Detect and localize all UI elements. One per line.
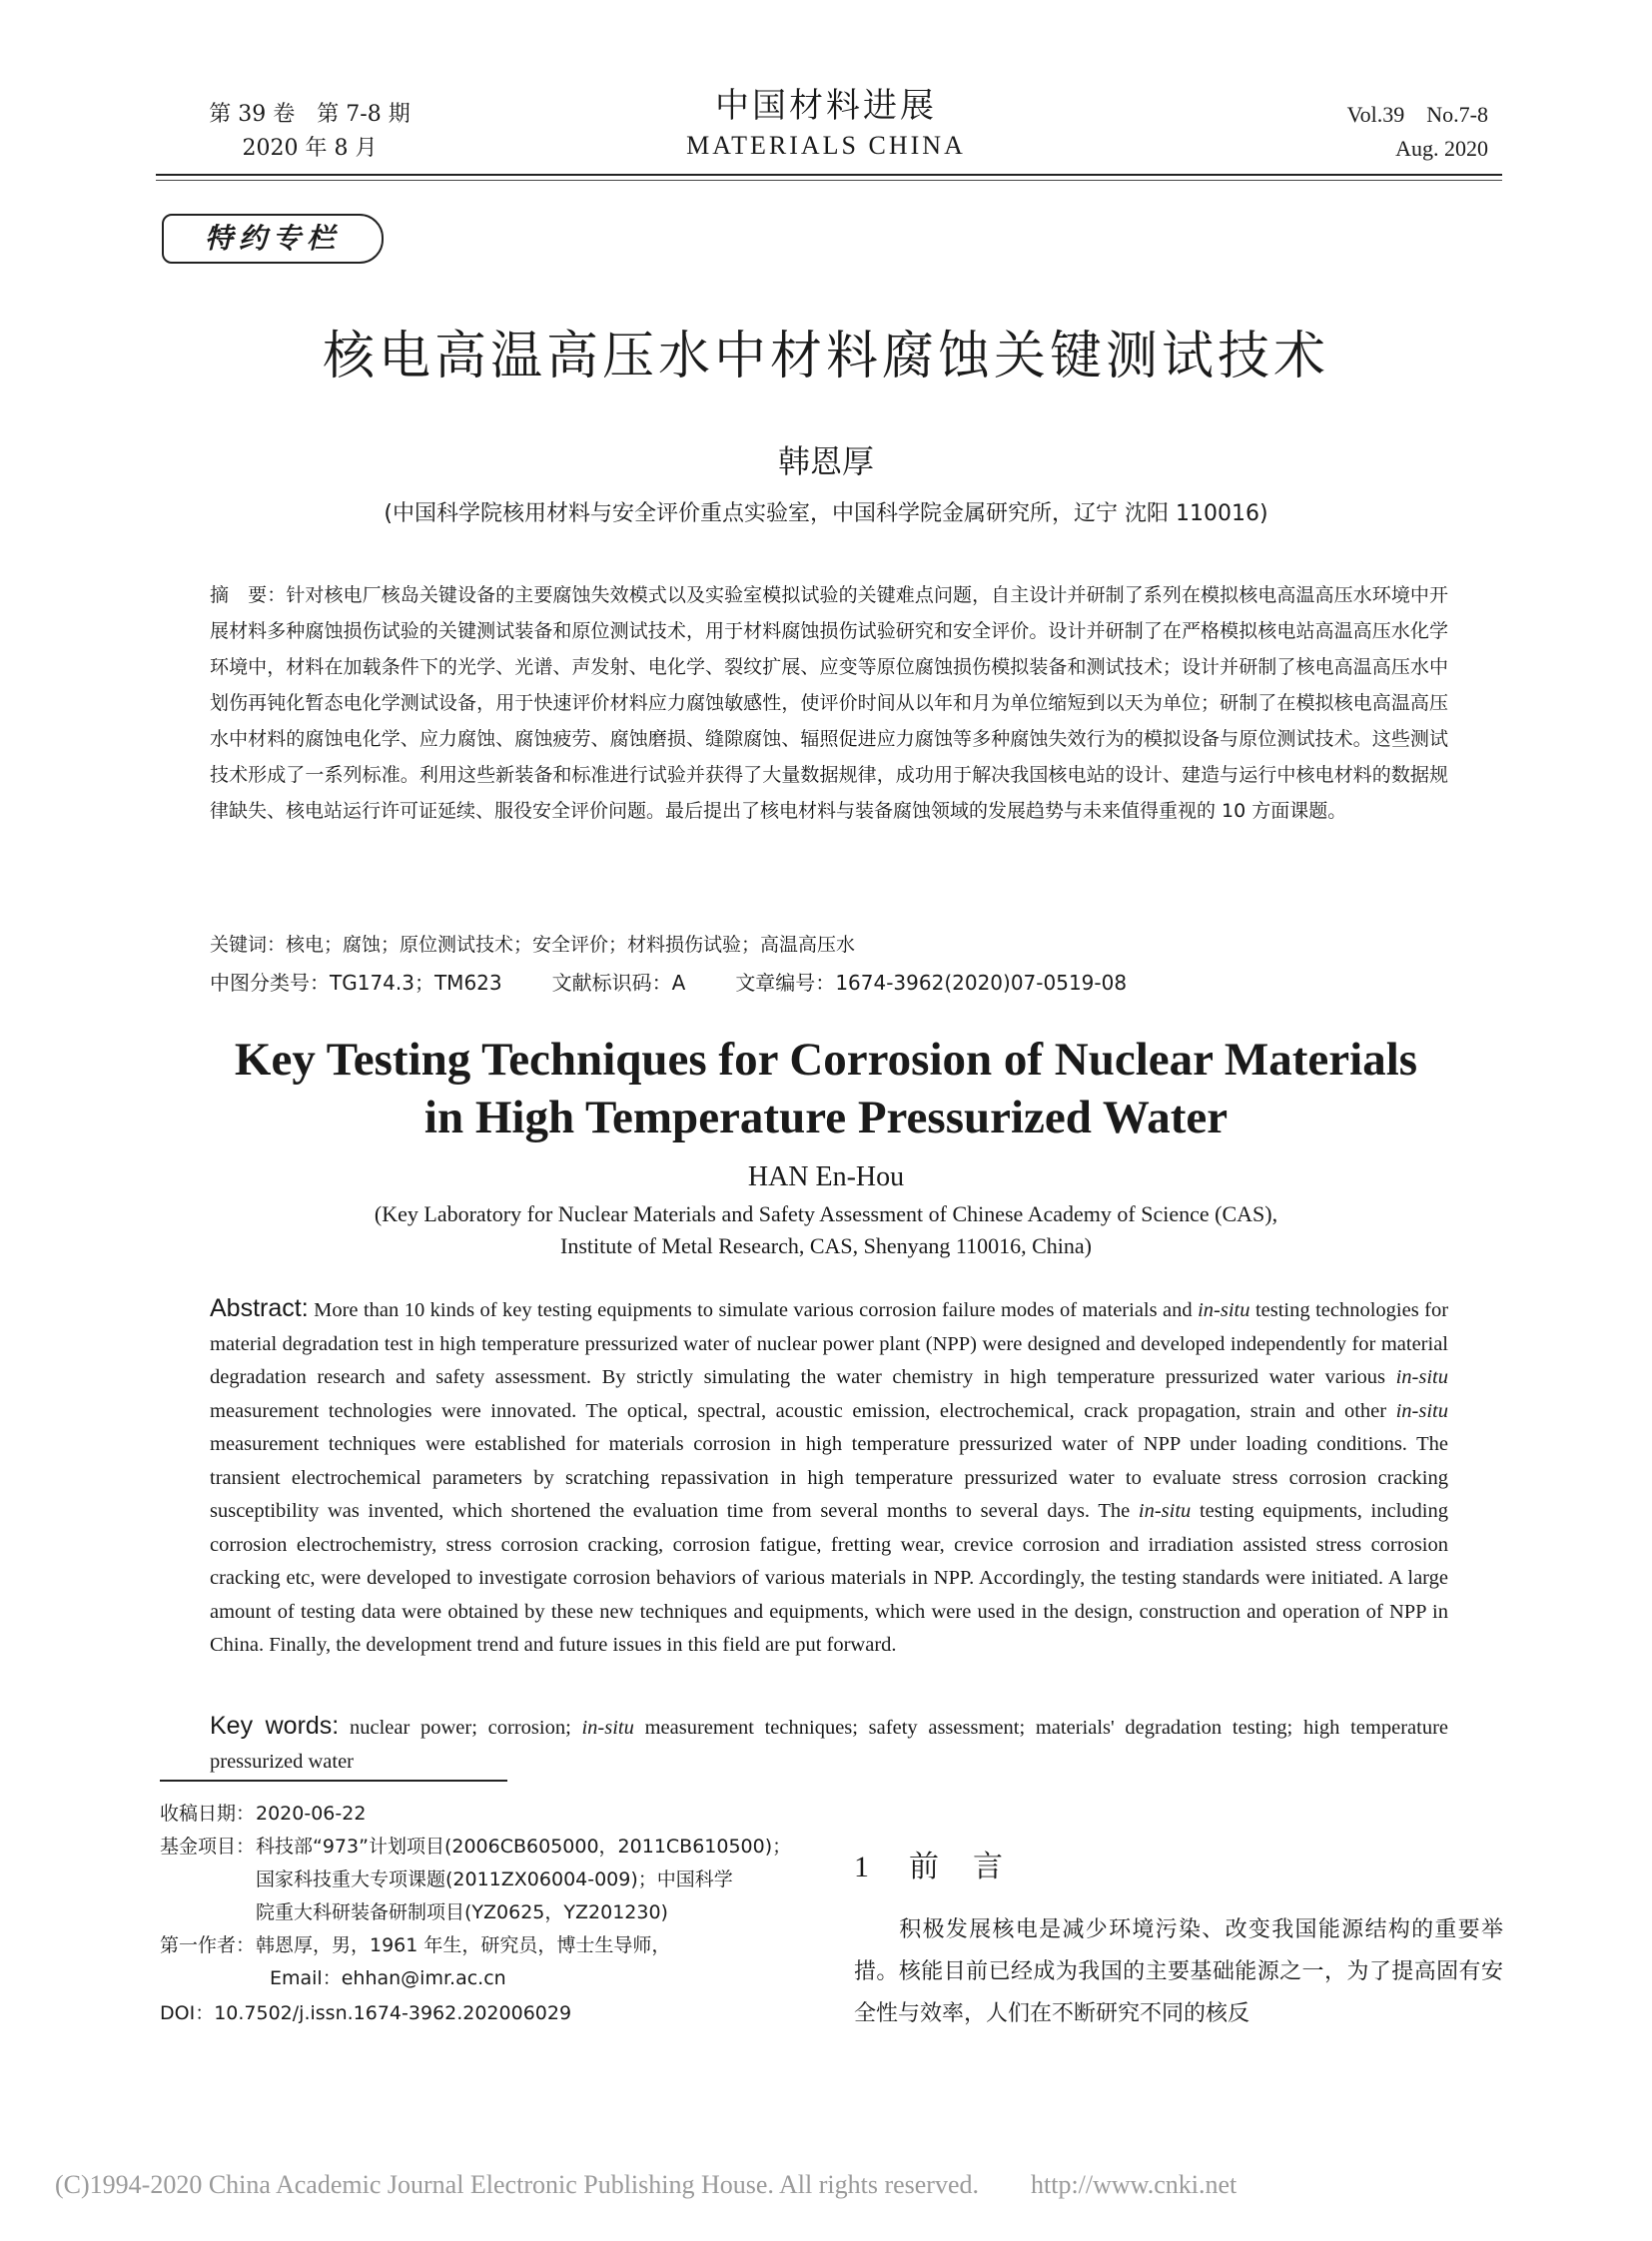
footnote-rule xyxy=(160,1780,507,1782)
volume-issue-en: Vol.39 No.7-8 xyxy=(1346,102,1488,127)
footnote-email-value: ehhan@imr.ac.cn xyxy=(341,1967,506,1989)
footnote-author xyxy=(160,1929,819,1962)
footnote-fund xyxy=(160,1831,819,1864)
abstract-en-italic: in-situ xyxy=(1395,1366,1448,1388)
journal-name-block xyxy=(576,84,1076,164)
abstract-en-text: More than 10 kinds of key testing equipments to simulate various corrosion failure modes of materials and xyxy=(314,1299,1193,1321)
footnote-fund-line: 国家科技重大专项课题(2011ZX06004-009)；中国科学 xyxy=(256,1868,733,1890)
section-heading xyxy=(854,1848,1005,1887)
footnote-email xyxy=(160,1962,929,1995)
column-tag: 特约专栏 xyxy=(162,214,384,264)
keywords-cn-label: 关键词： xyxy=(210,934,287,956)
article-title-en xyxy=(100,1031,1552,1146)
footnote-received-label: 收稿日期： xyxy=(160,1803,256,1825)
author-en: HAN En-Hou xyxy=(747,1161,905,1192)
header-volume-block xyxy=(190,98,429,166)
doc-code-value: A xyxy=(671,971,686,995)
abstract-cn-text: 针对核电厂核岛关键设备的主要腐蚀失效模式以及实验室模拟试验的关键难点问题，自主设计并研制了系列在模拟核电高温高压水环境中开展材料多种腐蚀损伤试验的关键测试装备和原位测试技术，用于材料腐蚀损伤试验研究和安全评价。设计并研制了在严格模拟核电站高温高压水化学环境中，材料在加载条件下的光学、光谱、声发射、电化学、裂纹扩展、应变等原位腐蚀损伤模拟装备和测试技术；设计并研制了核电高温高压水中划伤再钝化暂态电化学测试设备，用于快速评价材料应力腐蚀敏感性，使评价时间从以年和月为单位缩短到以天为单位；研制了在模拟核电高温高压水中材料的腐蚀电化学、应力腐蚀、腐蚀疲劳、腐蚀磨损、缝隙腐蚀、辐照促进应力腐蚀等多种腐蚀失效行为的模拟设备与原位测试技术。这些测试技术形成了一系列标准。利用这些新装备和标准进行试验并获得了大量数据规律，成功用于解决我国核电站的设计、建造与运行中核电材料的数据规律缺失、核电站运行许可证延续、服役安全评价问题。最后提出了核电材料与装备腐蚀领域的发展趋势与未来值得重视的 10 方面课题。 xyxy=(210,584,1448,822)
header-rule xyxy=(156,174,1502,176)
footnote-fund-line: 院重大科研装备研制项目(YZ0625，YZ201230) xyxy=(256,1901,668,1923)
keywords-en xyxy=(210,1710,1448,1779)
abstract-en-text: testing technologies for material degradation test in high temperature pressurized water of nuclear power plant (NPP) were designed and developed independently for material degradation research and safety assessment. By strictly simulating the water chemistry in high temperature pressurized water various xyxy=(210,1299,1449,1388)
footnote-received xyxy=(160,1798,819,1831)
header-rule-thin xyxy=(156,180,1502,181)
keywords-en-label: Key words: xyxy=(210,1712,340,1740)
abstract-en-italic: in-situ xyxy=(1198,1299,1250,1321)
keywords-en-text: nuclear power; corrosion; xyxy=(349,1717,571,1739)
keywords-en-italic: in-situ xyxy=(581,1717,634,1739)
date-en: Aug. 2020 xyxy=(1395,136,1488,161)
abstract-en-text: measurement techniques were established for materials corrosion in high temperature pressurized water of NPP under loading conditions. The transient electrochemical parameters by scratching repassivation in high temperature pressurized water to evaluate stress corrosion cracking susceptibility was invented, which shortened the evaluation time from several months to several days. The xyxy=(210,1433,1448,1522)
section-body xyxy=(854,1909,1503,2035)
abstract-en-text: testing equipments, including corrosion electrochemistry, stress corrosion cracking, corrosion fatigue, fretting wear, crevice corrosion and irradiation assisted stress corrosion cracking etc, were developed to investigate corrosion behaviors of various materials in NPP. Accordingly, the testing standards were initiated. A large amount of testing data were obtained by these new techniques and equipments, which were used in the design, construction and operation of NPP in China. Finally, the development trend and future issues in this field are put forward. xyxy=(210,1500,1448,1656)
clc-label: 中图分类号： xyxy=(210,971,330,995)
section-number: 1 xyxy=(854,1851,871,1883)
affiliation-en-line2: Institute of Metal Research, CAS, Shenyang 110016, China) xyxy=(560,1233,1092,1258)
footnote-author-text: 韩恩厚，男，1961 年生，研究员，博士生导师， xyxy=(256,1934,671,1956)
footnote-fund-label: 基金项目： xyxy=(160,1836,256,1858)
journal-name-en: MATERIALS CHINA xyxy=(686,131,966,160)
footnote-email-label: Email： xyxy=(270,1967,342,1989)
footnote-doi xyxy=(160,1997,819,2030)
affiliation-en xyxy=(100,1198,1552,1262)
footnote-doi-value: 10.7502/j.issn.1674-3962.202006029 xyxy=(214,2002,572,2024)
volume-issue-cn: 第 39 卷 第 7-8 期 xyxy=(209,102,411,127)
abstract-cn xyxy=(210,577,1448,829)
abstract-cn-label: 摘 要： xyxy=(210,584,287,606)
article-title-cn: 核电高温高压水中材料腐蚀关键测试技术 xyxy=(322,327,1329,386)
classification-line xyxy=(210,965,1448,1001)
copyright-footer: (C)1994-2020 China Academic Journal Electronic Publishing House. All rights reserved. http://www.cnki.net xyxy=(55,2170,1238,2199)
keywords-cn xyxy=(210,927,1448,963)
article-no-value: 1674-3962(2020)07-0519-08 xyxy=(835,971,1128,995)
affiliation-en-line1: (Key Laboratory for Nuclear Materials and Safety Assessment of Chinese Academy of Science (CAS), xyxy=(374,1201,1278,1226)
footnote-doi-label: DOI： xyxy=(160,2002,215,2024)
abstract-en xyxy=(210,1292,1448,1663)
keywords-cn-text: 核电；腐蚀；原位测试技术；安全评价；材料损伤试验；高温高压水 xyxy=(286,934,856,956)
section-title: 前 言 xyxy=(909,1850,1005,1884)
section-body-text: 积极发展核电是减少环境污染、改变我国能源结构的重要举措。核能目前已经成为我国的主要基础能源之一，为了提高固有安全性与效率，人们在不断研究不同的核反 xyxy=(854,1917,1503,2026)
abstract-en-label: Abstract: xyxy=(210,1294,309,1322)
abstract-en-italic: in-situ xyxy=(1138,1500,1192,1522)
journal-name-cn: 中国材料进展 xyxy=(715,86,937,126)
author-cn: 韩恩厚 xyxy=(777,442,874,480)
keywords-en-text: measurement techniques; safety assessment; materials' degradation testing; high temperature pressurized water xyxy=(210,1717,1448,1773)
clc-value: TG174.3；TM623 xyxy=(330,971,502,995)
abstract-en-italic: in-situ xyxy=(1395,1399,1449,1422)
header-volume-block-en xyxy=(1248,98,1488,166)
article-title-en-line1: Key Testing Techniques for Corrosion of Nuclear Materials xyxy=(234,1034,1418,1086)
article-no-label: 文章编号： xyxy=(735,971,836,995)
footnote-received-value: 2020-06-22 xyxy=(256,1803,367,1825)
article-title-en-line2: in High Temperature Pressurized Water xyxy=(423,1092,1229,1143)
abstract-en-text: measurement technologies were innovated. The optical, spectral, acoustic emission, electrochemical, crack propagation, strain and other xyxy=(210,1399,1387,1422)
footnote-author-label: 第一作者： xyxy=(160,1934,256,1956)
footnote-fund-line: 科技部“973”计划项目(2006CB605000，2011CB610500)； xyxy=(256,1836,792,1858)
affiliation-cn: (中国科学院核用材料与安全评价重点实验室，中国科学院金属研究所，辽宁 沈阳 110016) xyxy=(384,501,1268,526)
date-cn: 2020 年 8 月 xyxy=(242,136,378,161)
doc-code-label: 文献标识码： xyxy=(551,971,672,995)
